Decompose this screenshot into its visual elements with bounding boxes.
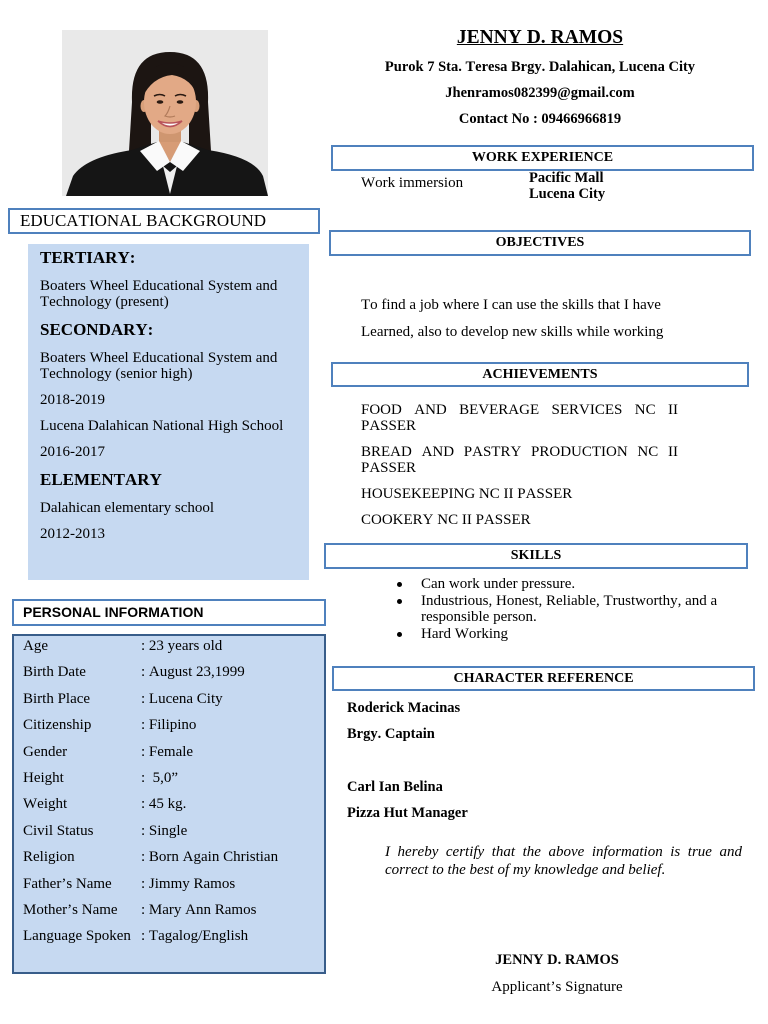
achievements-section-header: ACHIEVEMENTS bbox=[331, 362, 749, 387]
personal-info-row-citizenship bbox=[23, 715, 324, 741]
personal-info-label: Birth Date bbox=[23, 664, 86, 681]
personal-info-value: : Mary Ann Ramos bbox=[141, 901, 257, 918]
personal-info-label: Language Spoken bbox=[23, 928, 131, 945]
reference-name: Carl Ian Belina bbox=[347, 779, 443, 795]
personal-info-row-civil-status bbox=[23, 821, 324, 847]
skill-item bbox=[421, 576, 731, 593]
achievement-item: FOOD AND BEVERAGE SERVICES NC II PASSER bbox=[361, 402, 678, 434]
education-section-header: EDUCATIONAL BACKGROUND bbox=[8, 208, 320, 234]
reference-name: Roderick Macinas bbox=[347, 700, 461, 716]
photo-eye-right bbox=[177, 100, 184, 104]
skill-item bbox=[421, 626, 731, 643]
reference-entry bbox=[347, 779, 468, 821]
secondary-heading: SECONDARY: bbox=[40, 320, 154, 339]
personal-info-label: Citizenship bbox=[23, 717, 92, 734]
achievement-item: COOKERY NC II PASSER bbox=[361, 512, 531, 528]
certification-statement: I hereby certify that the above information is true and correct to the best of my knowledge and belief. bbox=[385, 844, 742, 878]
education-panel bbox=[28, 244, 309, 580]
elementary-school: Dalahican elementary school bbox=[40, 500, 215, 516]
personal-info-value: : 45 kg. bbox=[141, 796, 187, 813]
skill-text: Hard Working bbox=[421, 625, 509, 642]
personal-info-row-language bbox=[23, 926, 324, 952]
work-role: Work immersion bbox=[361, 175, 464, 191]
skill-item bbox=[421, 593, 731, 626]
personal-info-label: Mother’s Name bbox=[23, 901, 118, 918]
skills-list bbox=[421, 576, 731, 642]
photo-eye-left bbox=[157, 100, 164, 104]
personal-info-value: : Tagalog/English bbox=[141, 928, 249, 945]
personal-info-value: : August 23,1999 bbox=[141, 664, 245, 681]
personal-info-value: : Filipino bbox=[141, 717, 197, 734]
character-reference-section-header: CHARACTER REFERENCE bbox=[332, 666, 755, 691]
personal-info-value: : Female bbox=[141, 743, 194, 760]
objective-line: To find a job where I can use the skills that I have bbox=[361, 297, 661, 313]
secondary-junior-high-school: Lucena Dalahican National High School bbox=[40, 418, 284, 434]
signature-name: JENNY D. RAMOS bbox=[495, 952, 619, 968]
personal-info-value: : Lucena City bbox=[141, 690, 223, 707]
personal-info-row-gender bbox=[23, 742, 324, 768]
achievement-item: HOUSEKEEPING NC II PASSER bbox=[361, 486, 573, 502]
profile-photo bbox=[62, 30, 268, 196]
bullet-icon bbox=[397, 582, 402, 587]
skill-text: Industrious, Honest, Reliable, Trustworthy, and a responsible person. bbox=[421, 592, 718, 625]
personal-info-value: : Single bbox=[141, 822, 188, 839]
personal-info-row-religion bbox=[23, 847, 324, 873]
bullet-icon bbox=[397, 599, 402, 604]
personal-info-row-birth-date bbox=[23, 662, 324, 688]
tertiary-heading: TERTIARY: bbox=[40, 248, 136, 267]
personal-info-label: Age bbox=[23, 638, 48, 654]
objectives-section-header: OBJECTIVES bbox=[329, 230, 751, 256]
personal-info-label: Father’s Name bbox=[23, 875, 112, 892]
secondary-senior-high-years: 2018-2019 bbox=[40, 392, 105, 408]
applicant-address: Purok 7 Sta. Teresa Brgy. Dalahican, Lucena City bbox=[384, 59, 696, 75]
bullet-icon bbox=[397, 632, 402, 637]
applicant-email: Jhenramos082399@gmail.com bbox=[445, 85, 635, 101]
reference-entry bbox=[347, 700, 460, 742]
elementary-heading: ELEMENTARY bbox=[40, 470, 162, 489]
achievement-item: BREAD AND PASTRY PRODUCTION NC II PASSER bbox=[361, 444, 678, 476]
personal-info-label: Religion bbox=[23, 849, 75, 866]
personal-info-value: : 5,0” bbox=[141, 769, 179, 786]
personal-info-label: Birth Place bbox=[23, 690, 91, 707]
personal-info-row-birth-place bbox=[23, 689, 324, 715]
personal-info-panel bbox=[12, 634, 326, 974]
personal-info-value: : Jimmy Ramos bbox=[141, 875, 236, 892]
applicant-contact-number: Contact No : 09466966819 bbox=[458, 111, 622, 127]
personal-info-label: Civil Status bbox=[23, 822, 94, 839]
personal-info-value: : 23 years old bbox=[141, 638, 223, 654]
tertiary-school: Boaters Wheel Educational System and Technology (present) bbox=[40, 278, 278, 310]
reference-position: Brgy. Captain bbox=[347, 726, 435, 742]
personal-info-row-mothers-name bbox=[23, 900, 324, 926]
elementary-years: 2012-2013 bbox=[40, 526, 105, 542]
work-company: Pacific Mall bbox=[529, 170, 604, 186]
personal-info-row-age bbox=[23, 636, 324, 662]
personal-info-row-weight bbox=[23, 794, 324, 820]
skills-section-header: SKILLS bbox=[324, 543, 748, 569]
secondary-senior-high-school: Boaters Wheel Educational System and Technology (senior high) bbox=[40, 350, 278, 382]
personal-info-label: Weight bbox=[23, 796, 68, 813]
skill-text: Can work under pressure. bbox=[421, 576, 576, 592]
achievements-list bbox=[361, 402, 678, 528]
personal-info-section-header: PERSONAL INFORMATION bbox=[12, 599, 326, 626]
work-location: Lucena City bbox=[529, 186, 606, 202]
objectives-text bbox=[361, 297, 663, 340]
personal-info-label: Height bbox=[23, 769, 64, 786]
personal-info-value: : Born Again Christian bbox=[141, 849, 279, 866]
work-experience-section-header: WORK EXPERIENCE bbox=[331, 145, 754, 171]
reference-position: Pizza Hut Manager bbox=[347, 805, 468, 821]
personal-info-row-height bbox=[23, 768, 324, 794]
objective-line: Learned, also to develop new skills while working bbox=[361, 324, 664, 340]
personal-info-row-fathers-name bbox=[23, 874, 324, 900]
signature-label: Applicant’s Signature bbox=[491, 979, 623, 995]
personal-info-label: Gender bbox=[23, 743, 68, 760]
applicant-name: JENNY D. RAMOS bbox=[456, 27, 624, 48]
secondary-junior-high-years: 2016-2017 bbox=[40, 444, 105, 460]
